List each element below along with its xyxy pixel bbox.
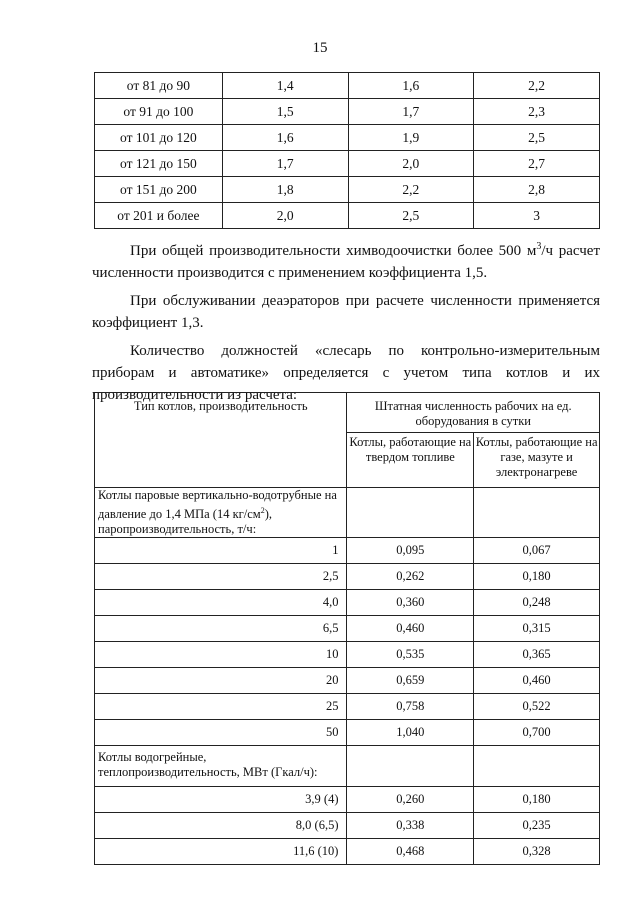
- table-cell: 1,7: [348, 99, 474, 125]
- table-cell: 6,5: [95, 616, 347, 642]
- table-cell: 0,260: [347, 787, 474, 813]
- table-cell: 4,0: [95, 590, 347, 616]
- table-cell: 0,315: [474, 616, 600, 642]
- coefficient-table: [94, 72, 600, 229]
- paragraph-chemical-treatment: При общей производительности химводоочистки более 500 $м^3/ч$ расчет численности производится с применением коэффициента 1,5.: [92, 241, 601, 281]
- table-row: [95, 787, 600, 813]
- table-cell: 2,2: [348, 177, 474, 203]
- table-cell: 0,758: [347, 694, 474, 720]
- table-cell: 0,365: [474, 642, 600, 668]
- table-row: [95, 538, 600, 564]
- table-cell: 0,535: [347, 642, 474, 668]
- table-cell: 1,9: [348, 125, 474, 151]
- section-label-steam-boilers: Котлы паровые вертикально-водотрубные на давление до 1,4 МПа (14 $кг/см^2$), паропроизводительность, т/ч:: [95, 488, 347, 538]
- table-cell: 0,180: [474, 564, 600, 590]
- body-text: [92, 236, 600, 412]
- table-row: [95, 564, 600, 590]
- table-cell: 0,262: [347, 564, 474, 590]
- table-cell: 2,5: [95, 564, 347, 590]
- column-header-gas-fuel: Котлы, работающие на газе, мазуте и электронагреве: [474, 432, 600, 487]
- table-cell: 0,522: [474, 694, 600, 720]
- table-row: [95, 839, 600, 865]
- table-cell: 2,5: [348, 203, 474, 229]
- table-cell: 0,338: [347, 813, 474, 839]
- table-row: [95, 203, 600, 229]
- table-cell: 2,7: [474, 151, 600, 177]
- table-cell: 0,328: [474, 839, 600, 865]
- column-header-boiler-type: Тип котлов, производительность: [95, 393, 347, 488]
- table-cell: от 101 до 120: [95, 125, 223, 151]
- table-row: [95, 151, 600, 177]
- table-header-row: [95, 393, 600, 433]
- table-cell: 1: [95, 538, 347, 564]
- table-row: [95, 590, 600, 616]
- table-cell: 2,0: [222, 203, 348, 229]
- table-cell: 10: [95, 642, 347, 668]
- page-number: 15: [312, 40, 328, 56]
- table-cell: 1,7: [222, 151, 348, 177]
- table-row: [95, 694, 600, 720]
- table-cell: 20: [95, 668, 347, 694]
- table-cell: 3,9 (4): [95, 787, 347, 813]
- table-row: [95, 177, 600, 203]
- table-cell: 50: [95, 720, 347, 746]
- table-cell: 1,5: [222, 99, 348, 125]
- table-cell: 8,0 (6,5): [95, 813, 347, 839]
- table-cell: 11,6 (10): [95, 839, 347, 865]
- table-cell: 0,180: [474, 787, 600, 813]
- table-row: [95, 813, 600, 839]
- paragraph-instrumentation: Количество должностей «слесарь по контрольно-измерительным приборам и автоматике» определяется с учетом типа котлов и их производительности из расчета:: [92, 343, 600, 403]
- section-label-water-boilers: Котлы водогрейные, теплопроизводительность, МВт (Гкал/ч):: [95, 746, 347, 787]
- section-row: [95, 746, 600, 787]
- table-cell: 2,0: [348, 151, 474, 177]
- table-cell: 0,360: [347, 590, 474, 616]
- table-cell: 0,460: [347, 616, 474, 642]
- paragraph-deaerators: При обслуживании деаэраторов при расчете численности применяется коэффициент 1,3.: [92, 293, 600, 331]
- table-cell: 1,6: [222, 125, 348, 151]
- table-row: [95, 668, 600, 694]
- table-row: [95, 125, 600, 151]
- table-cell: 0,095: [347, 538, 474, 564]
- column-header-solid-fuel: Котлы, работающие на твердом топливе: [347, 432, 474, 487]
- table-cell: 0,460: [474, 668, 600, 694]
- table-cell: 0,468: [347, 839, 474, 865]
- table-cell: 0,067: [474, 538, 600, 564]
- table-cell: от 151 до 200: [95, 177, 223, 203]
- table-cell: от 81 до 90: [95, 73, 223, 99]
- table-cell: 1,8: [222, 177, 348, 203]
- table-cell: 1,4: [222, 73, 348, 99]
- table-row: [95, 642, 600, 668]
- table-row: [95, 99, 600, 125]
- boiler-staffing-table: [94, 392, 600, 865]
- table-cell: 0,700: [474, 720, 600, 746]
- table-cell: 1,040: [347, 720, 474, 746]
- column-header-group: Штатная численность рабочих на ед. оборудования в сутки: [347, 393, 600, 433]
- section-row: [95, 488, 600, 538]
- table-cell: 25: [95, 694, 347, 720]
- table-cell: 0,659: [347, 668, 474, 694]
- table-cell: 3: [474, 203, 600, 229]
- table-cell: 2,8: [474, 177, 600, 203]
- table-row: [95, 73, 600, 99]
- table-cell: 1,6: [348, 73, 474, 99]
- table-cell: от 91 до 100: [95, 99, 223, 125]
- table-cell: 0,248: [474, 590, 600, 616]
- table-cell: 2,2: [474, 73, 600, 99]
- table-cell: 2,3: [474, 99, 600, 125]
- table-cell: от 121 до 150: [95, 151, 223, 177]
- table-cell: 0,235: [474, 813, 600, 839]
- table-row: [95, 616, 600, 642]
- table-cell: от 201 и более: [95, 203, 223, 229]
- table-cell: 2,5: [474, 125, 600, 151]
- table-row: [95, 720, 600, 746]
